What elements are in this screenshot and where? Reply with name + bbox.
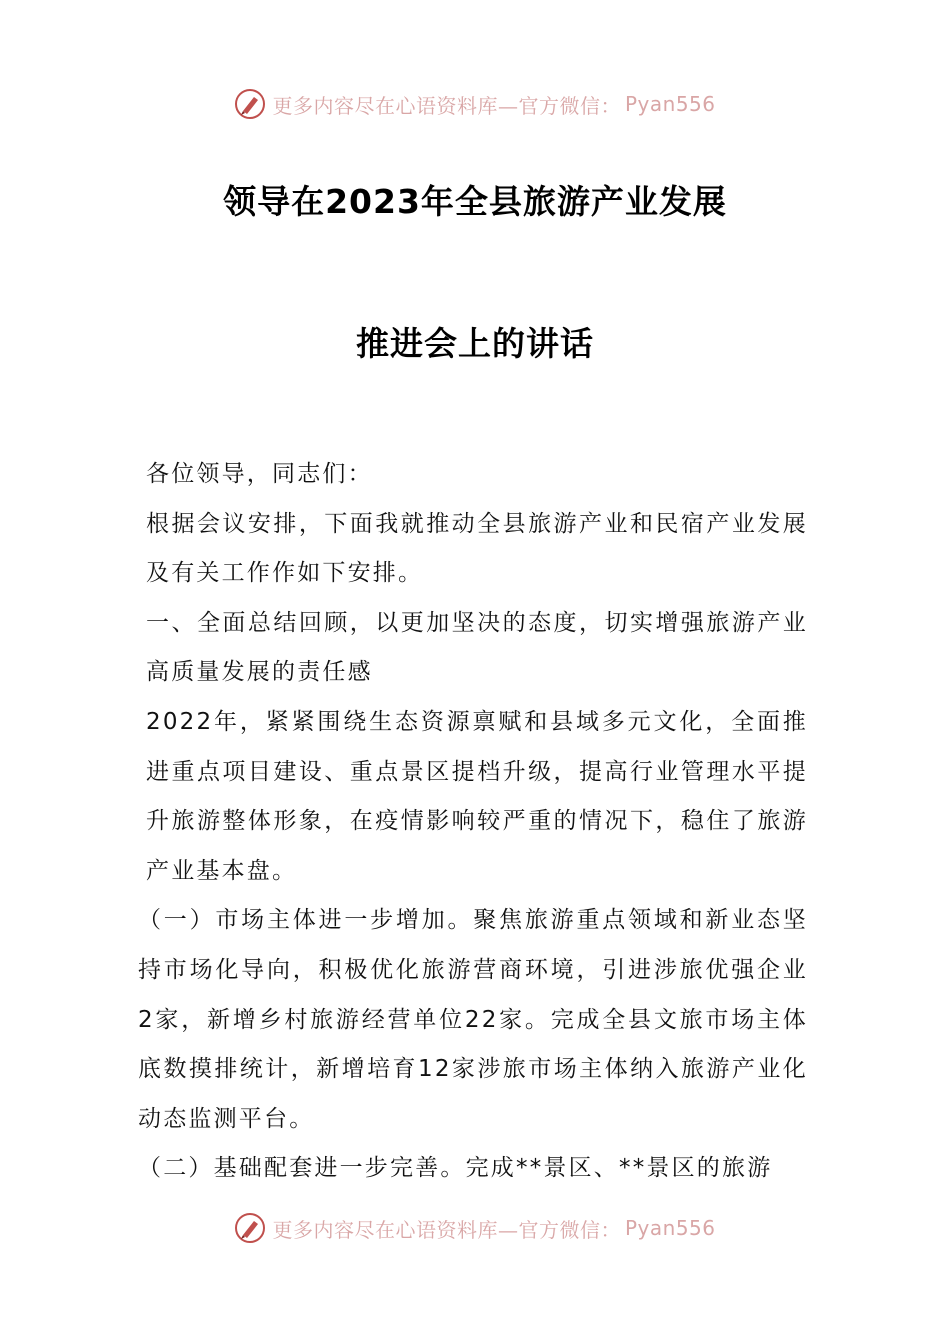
speech-body bbox=[138, 450, 808, 1194]
salutation: 各位领导，同志们： bbox=[146, 461, 373, 487]
watermark-handle: Pyan556 bbox=[624, 1216, 716, 1240]
intro-paragraph: 根据会议安排，下面我就推动全县旅游产业和民宿产业发展及有关工作作如下安排。 bbox=[146, 510, 808, 587]
section-heading-1: 一、全面总结回顾，以更加坚决的态度，切实增强旅游产业高质量发展的责任感 bbox=[146, 609, 808, 686]
pen-logo-icon bbox=[234, 1212, 266, 1244]
subsection-2-paragraph: （二）基础配套进一步完善。完成**景区、**景区的旅游 bbox=[138, 1155, 773, 1182]
watermark-header bbox=[0, 84, 950, 124]
review-paragraph: 2022年，紧紧围绕生态资源禀赋和县域多元文化，全面推进重点项目建设、重点景区提档升级，提高行业管理水平提升旅游整体形象，在疫情影响较严重的情况下，稳住了旅游产业基本盘。 bbox=[146, 708, 808, 884]
page-title-line-1: 领导在2023年全县旅游产业发展 bbox=[223, 182, 727, 221]
watermark-text: 更多内容尽在心语资料库—官方微信： bbox=[272, 93, 621, 118]
pen-logo-icon bbox=[234, 88, 266, 120]
page-title-line-2: 推进会上的讲话 bbox=[356, 324, 594, 363]
subsection-1-paragraph: （一）市场主体进一步增加。聚焦旅游重点领域和新业态坚持市场化导向，积极优化旅游营商环境，引进涉旅优强企业2家，新增乡村旅游经营单位22家。完成全县文旅市场主体底数摸排统计，新增培育12家涉旅市场主体纳入旅游产业化动态监测平台。 bbox=[138, 907, 808, 1132]
watermark-text: 更多内容尽在心语资料库—官方微信： bbox=[272, 1217, 621, 1242]
watermark-handle: Pyan556 bbox=[624, 92, 716, 116]
watermark-footer bbox=[0, 1208, 950, 1248]
